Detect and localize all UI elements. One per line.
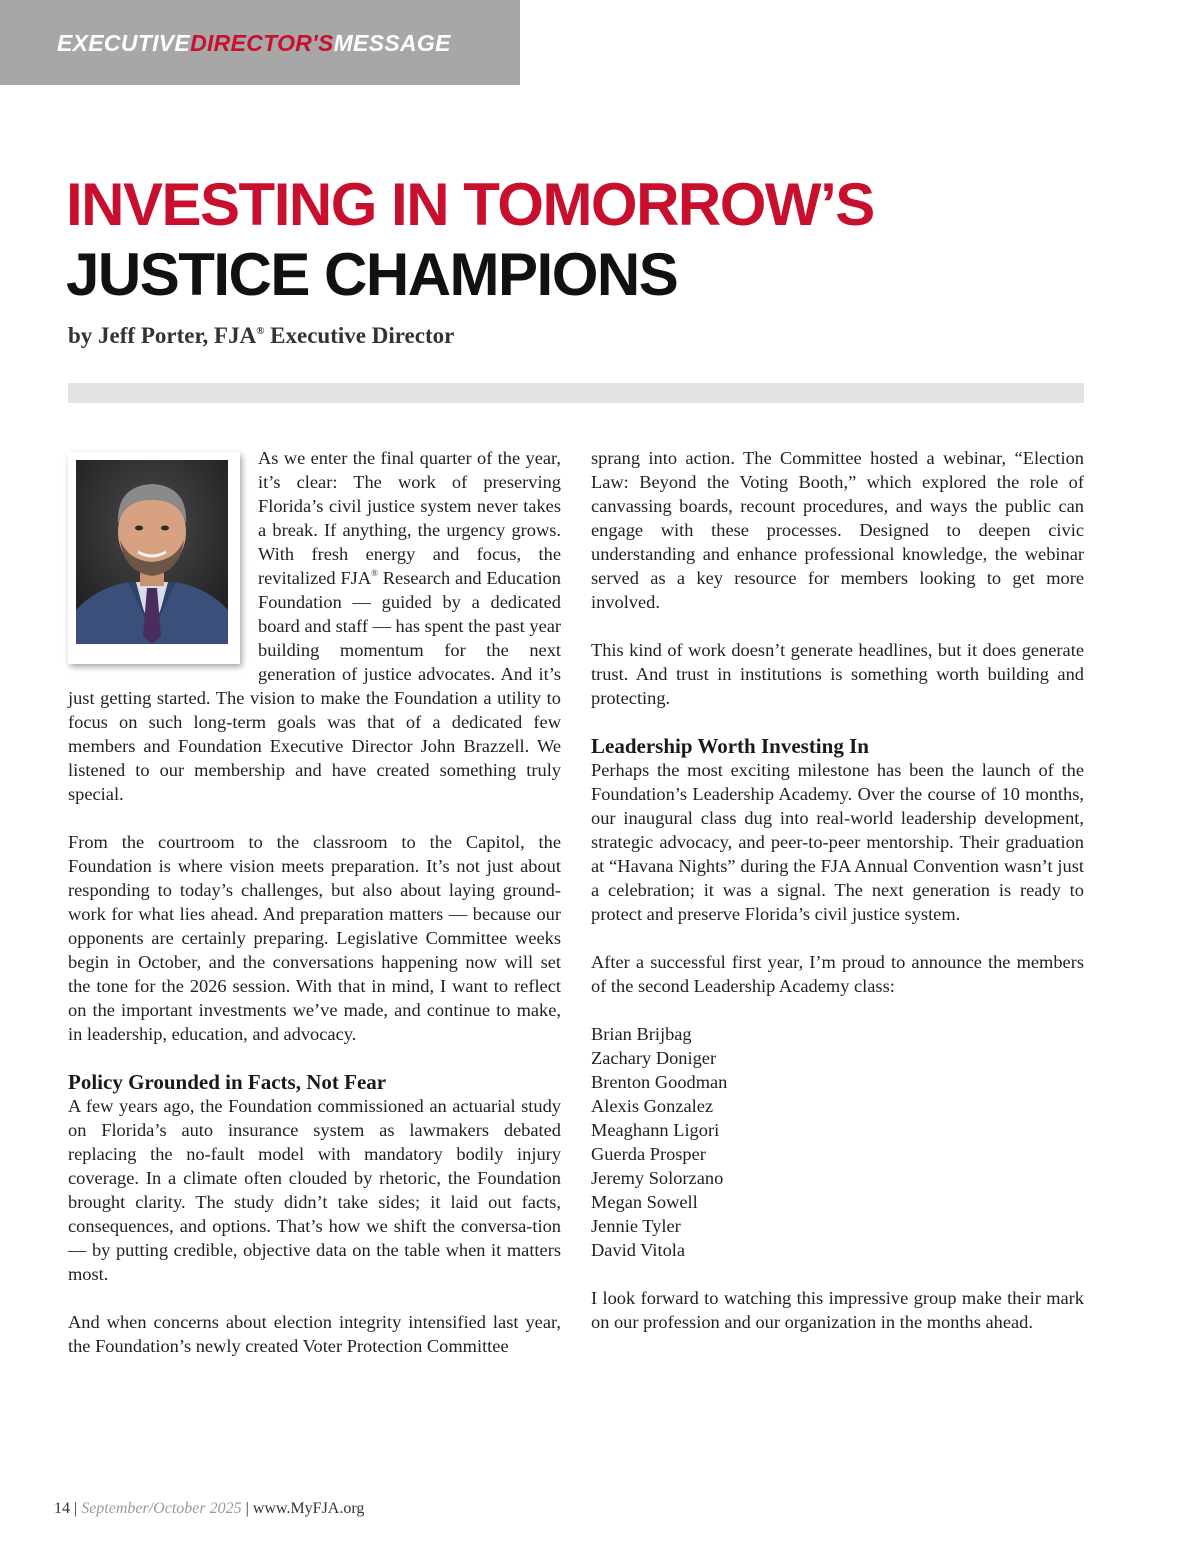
member-name: Jennie Tyler <box>591 1216 681 1236</box>
paragraph-4-start: And when concerns about election integrity intensified last year, the Foundation’s newly created Voter Protection Committee <box>68 1312 561 1356</box>
paragraph-2: From the courtroom to the classroom to the Capitol, the Foundation is where vision meets preparation. It’s not just about responding to today’s challenges, but also about laying ground-work for what lies ahead. And preparation matters — because our opponents are certainly preparing. Legislative Committee weeks begin in October, and the conversations happening now will set the tone for the 2026 session. With that in mind, I want to reflect on the important investments we’ve made, and continue to make, in leadership, education, and advocacy. <box>68 832 561 1044</box>
page-footer <box>54 1500 364 1518</box>
article-column-right <box>591 446 1084 1358</box>
registered-mark: ® <box>256 325 265 337</box>
member-list <box>591 1022 1084 1262</box>
intro-text-1: As we enter the final quarter of the year, it’s clear: The work of preserving Florida’s civil justice system never takes a break. If anything, the urgency grows. With fresh energy and focus, the revitalized FJA <box>258 448 561 588</box>
member-name: Meaghann Ligori <box>591 1120 720 1140</box>
author-photo <box>76 460 228 644</box>
member-name: Alexis Gonzalez <box>591 1096 714 1116</box>
section-tab <box>0 0 520 85</box>
member-name: Guerda Prosper <box>591 1144 706 1164</box>
issue-date: September/October 2025 <box>81 1500 242 1517</box>
footer-separator: | <box>241 1500 253 1517</box>
section-label-part1: EXECUTIVE <box>57 30 191 56</box>
headline-line-2: JUSTICE CHAMPIONS <box>66 241 678 308</box>
section-label <box>57 30 451 57</box>
article-headline <box>66 170 874 310</box>
member-name: Brian Brijbag <box>591 1024 692 1044</box>
website-url[interactable]: www.MyFJA.org <box>252 1500 365 1517</box>
paragraph-5: This kind of work doesn’t generate headlines, but it does generate trust. And trust in institutions is something worth building and protecting. <box>591 640 1084 708</box>
paragraph-4-continued: sprang into action. The Committee hosted a webinar, “Election Law: Beyond the Voting Booth,” which explored the role of canvassing boards, recount procedures, and ways the public can engage with these processes. Designed to deepen civic understanding and enhance professional knowledge, the webinar served as a key resource for members looking to get more involved. <box>591 448 1084 612</box>
paragraph-6: Perhaps the most exciting milestone has been the launch of the Foundation’s Leadership Academy. Over the course of 10 months, our inaugural class dug into real-world leadership development, strategic advocacy, and peer-to-peer mentorship. Their graduation at “Havana Nights” during the FJA Annual Convention wasn’t just a celebration; it was a signal. The next generation is ready to protect and preserve Florida’s civil justice system. <box>591 760 1084 924</box>
paragraph-7: After a successful first year, I’m proud to announce the members of the second Leadership Academy class: <box>591 952 1084 996</box>
byline-title: Executive Director <box>264 323 455 348</box>
page-number: 14 <box>54 1500 70 1517</box>
section-label-part2: DIRECTOR'S <box>190 30 334 56</box>
member-name: Jeremy Solorzano <box>591 1168 724 1188</box>
headline-line-1: INVESTING IN TOMORROW’S <box>66 171 874 238</box>
member-name: Brenton Goodman <box>591 1072 728 1092</box>
article-column-left <box>68 446 561 1358</box>
paragraph-3: A few years ago, the Foundation commissioned an actuarial study on Florida’s auto insurance system as lawmakers debated replacing the no-fault model with mandatory bodily injury coverage. In a climate often clouded by rhetoric, the Foundation brought clarity. The study didn’t take sides; it laid out facts, consequences, and options. That’s how we shift the conversa-tion — by putting credible, objective data on the table when it matters most. <box>68 1096 561 1284</box>
member-name: David Vitola <box>591 1240 686 1260</box>
author-photo-frame <box>68 452 240 664</box>
subhead-leadership: Leadership Worth Investing In <box>591 734 869 758</box>
divider-bar <box>68 383 1084 403</box>
author-portrait-illustration <box>76 460 228 644</box>
byline-author: by Jeff Porter, FJA <box>68 323 257 348</box>
section-label-part3: MESSAGE <box>333 30 451 56</box>
footer-separator: | <box>70 1500 82 1517</box>
byline <box>68 323 454 349</box>
subhead-policy: Policy Grounded in Facts, Not Fear <box>68 1070 387 1094</box>
paragraph-8: I look forward to watching this impressive group make their mark on our profession and our organization in the months ahead. <box>591 1288 1084 1332</box>
intro-text-2: Research and Education Foundation — guided by a dedicated board and staff — has spent the past year building momentum for the next generation of justice advocates. And it’s just getting started. The vision to make the Foundation a utility to focus on such long-term goals was that of a dedicated few members and Foundation Executive Director John Brazzell. We listened to our membership and have created something truly special. <box>68 568 562 804</box>
registered-mark: ® <box>371 568 378 578</box>
member-name: Megan Sowell <box>591 1192 698 1212</box>
member-name: Zachary Doniger <box>591 1048 717 1068</box>
